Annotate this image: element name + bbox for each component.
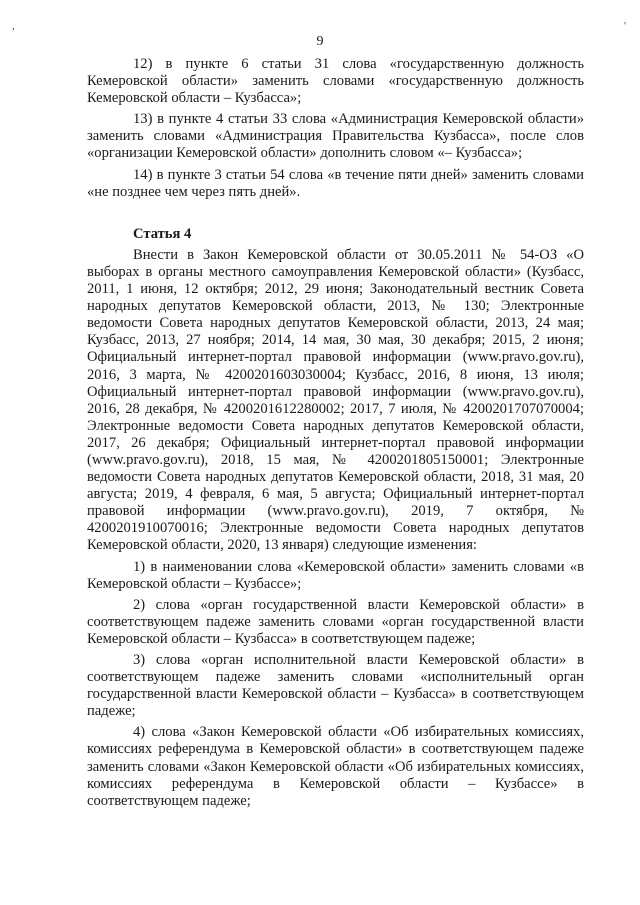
paragraph-item-14: 14) в пункте 3 статьи 54 слова «в течение пяти дней» заменить словами «не позднее чем через пять дней». — [87, 166, 584, 200]
article-item-4: 4) слова «Закон Кемеровской области «Об избирательных комиссиях, комиссиях референдума в Кемеровской области» в соответствующем падеже заменить словами «Закон Кемеровской области «Об избирательных комиссиях, комиссиях референдума в Кемеровской области – Кузбассе» в соответствующем падеже; — [87, 724, 584, 809]
article-item-1: 1) в наименовании слова «Кемеровской области» заменить словами «в Кемеровской области – Кузбассе»; — [87, 558, 584, 592]
scan-mark-left: , — [12, 20, 15, 32]
article-heading: Статья 4 — [133, 225, 192, 242]
scan-mark-right: ' — [624, 20, 626, 32]
paragraph-item-13: 13) в пункте 4 статьи 33 слова «Администрация Кемеровской области» заменить словами «Администрация Правительства Кузбасса», после слов «организации Кемеровской области» дополнить словом «– Кузбасса»; — [87, 111, 584, 162]
article-item-2: 2) слова «орган государственной власти Кемеровской области» в соответствующем падеже заменить словами «орган государственной власти Кемеровской области – Кузбасса» в соответствующем падеже; — [87, 596, 584, 647]
article-item-3: 3) слова «орган исполнительной власти Кемеровской области» в соответствующем падеже заменить словами «исполнительный орган государственной власти Кемеровской области – Кузбасса» в соответствующем падеже; — [87, 652, 584, 720]
article-intro: Внести в Закон Кемеровской области от 30.05.2011 № 54-ОЗ «О выборах в органы местного самоуправления Кемеровской области» (Кузбасс, 2011, 1 июня, 12 октября; 2012, 29 июня; Законодательный вестник Совета народных депутатов Кемеровской области, 2013, № 130; Электронные ведомости Совета народных депутатов Кемеровской области, 2013, 24 мая; Кузбасс, 2013, 27 ноября; 2014, 14 мая, 30 мая, 30 декабря; 2015, 2 июня; Официальный интернет-портал правовой информации (www.pravo.gov.ru), 2016, 3 марта, № 4200201603030004; Кузбасс, 2016, 8 июня, 13 июля; Официальный интернет-портал правовой информации (www.pravo.gov.ru), 2016, 28 декабря, № 4200201612280002; 2017, 7 июля, № 4200201707070004; Электронные ведомости Совета народных депутатов Кемеровской области, 2017, 26 декабря; Официальный интернет-портал правовой информации (www.pravo.gov.ru), 2018, 15 мая, № 4200201805150001; Электронные ведомости Совета народных депутатов Кемеровской области, 2018, 31 мая, 20 августа; 2019, 4 февраля, 6 мая, 5 августа; Официальный интернет-портал правовой информации (www.pravo.gov.ru), 2019, 7 октября, № 4200201910070016; Электронные ведомости Совета народных депутатов Кемеровской области, 2020, 13 января) следующие изменения: — [87, 246, 584, 554]
document-body — [87, 56, 584, 810]
page-number: 9 — [316, 34, 324, 49]
paragraph-item-12: 12) в пункте 6 статьи 31 слова «государственную должность Кемеровской области» заменить словами «государственную должность Кемеровской области – Кузбасса»; — [87, 56, 584, 107]
